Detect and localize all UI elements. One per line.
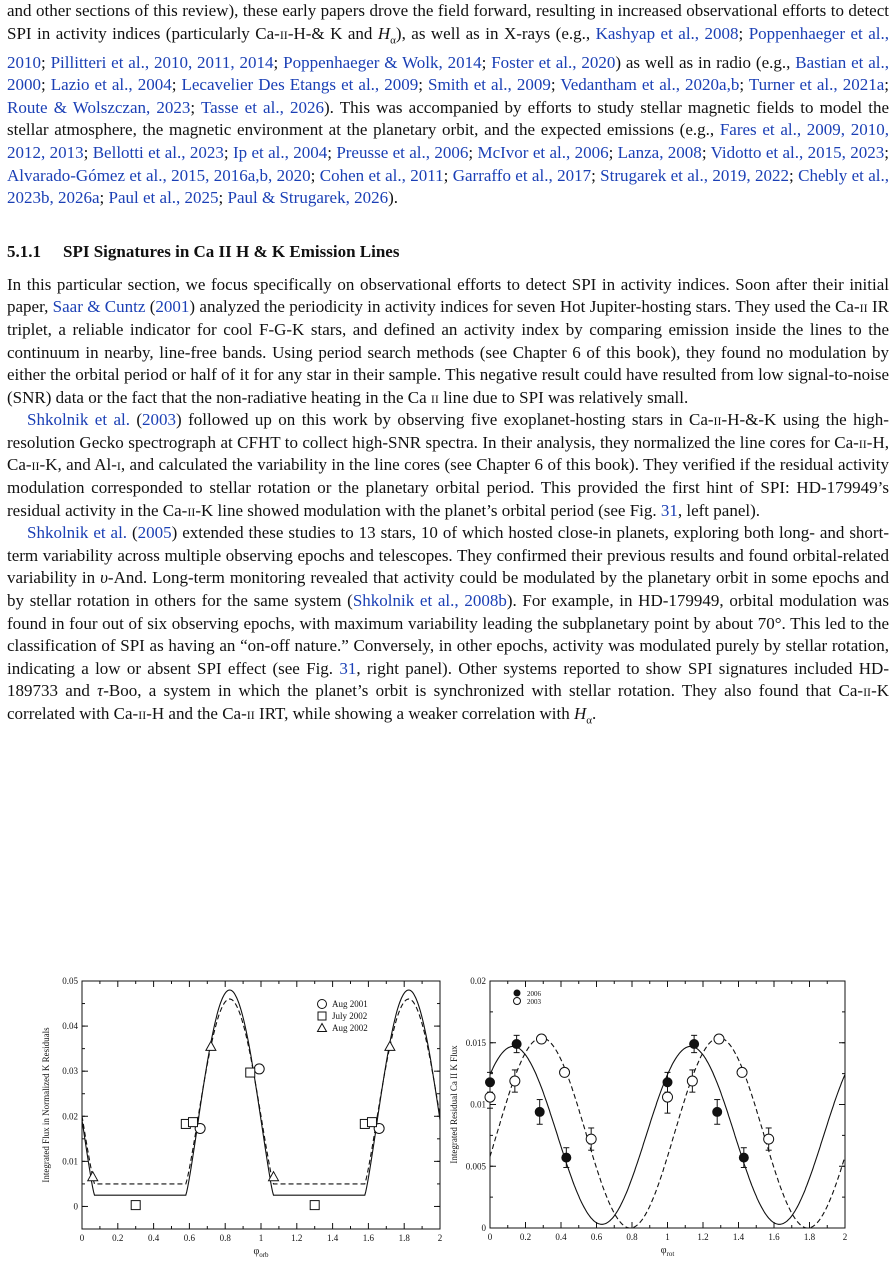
citation-link[interactable]: 31 (660, 500, 678, 520)
data-point-july-2002 (246, 1068, 255, 1077)
citation-link[interactable]: Turner et al., 2021a (748, 75, 885, 95)
citation-link[interactable]: Vidotto et al., 2015, 2023 (710, 142, 885, 162)
x-tick-label: 0.8 (219, 1233, 231, 1243)
data-point-2003 (560, 1067, 570, 1077)
paragraph-2: Shkolnik et al. (2003) followed up on this work by observing five exoplanet-hosting stars in Ca-ii-H-&-K using the high-resolution Gecko spectrograph at CFHT to collect high-SNR spectra. In their analysis, they normalized the line cores for Ca-ii-H, Ca-ii-K, and Al-i, and calculated the variability in the line cores (see Chapter 6 of this book). They verified if the residual activity modulation corresponded to stellar rotation or the planetary orbital period. This provided the first hint of SPI: HD-179949’s residual activity in the Ca-ii-K line showed modulation with the planet’s orbital period (see Fig. 31, left panel). (7, 410, 889, 520)
x-tick-label: 1.8 (803, 1232, 816, 1242)
citation-link[interactable]: Lazio et al., 2004 (50, 75, 172, 95)
citation-link[interactable]: 2005 (137, 523, 172, 543)
x-tick-label: 0 (79, 1233, 85, 1243)
data-point-2003 (714, 1034, 724, 1044)
y-tick-label: 0.03 (62, 1066, 78, 1077)
data-point-2006 (739, 1153, 748, 1162)
chart-left-orbital-phase (0, 976, 445, 1266)
data-point-2006 (512, 1039, 521, 1048)
data-point-2003 (485, 1092, 495, 1102)
citation-link[interactable]: Fares et al., 2009, 2010, 2012, 2013 (7, 120, 889, 162)
section-title: SPI Signatures in Ca II H & K Emission Lines (63, 241, 400, 261)
data-point-aug-2001 (254, 1064, 264, 1074)
legend-label: July 2002 (332, 1011, 368, 1021)
citation-link[interactable]: Garraffo et al., 2017 (452, 165, 592, 185)
chart-right-rotational-phase (445, 976, 895, 1266)
y-tick-label: 0.015 (465, 1037, 486, 1048)
citation-link[interactable]: 31 (339, 658, 357, 678)
x-tick-label: 2 (437, 1233, 443, 1243)
y-tick-label: 0 (481, 1223, 486, 1233)
citation-link[interactable]: 2001 (155, 297, 190, 317)
x-tick-label: 0.8 (626, 1232, 638, 1242)
x-tick-label: 1.8 (398, 1233, 410, 1243)
section-number: 5.1.1 (7, 241, 41, 261)
y-tick-label: 0 (73, 1201, 78, 1212)
legend-label: Aug 2001 (332, 999, 368, 1009)
x-tick-label: 1.4 (732, 1232, 745, 1242)
legend-marker (514, 998, 521, 1005)
x-tick-label: 0.2 (519, 1232, 532, 1242)
legend-marker (514, 990, 520, 996)
x-tick-label: 1 (258, 1233, 264, 1243)
citation-link[interactable]: Paul & Strugarek, 2026 (227, 188, 389, 208)
citation-link[interactable]: Paul et al., 2025 (108, 188, 219, 208)
x-tick-label: 0.2 (112, 1233, 124, 1243)
citation-link[interactable]: Preusse et al., 2006 (336, 142, 469, 162)
citation-link[interactable]: Bastian et al., 2000 (7, 52, 889, 95)
data-point-2003 (663, 1092, 673, 1102)
x-tick-label: 1.6 (362, 1233, 375, 1243)
citation-link[interactable]: Lecavelier Des Etangs et al., 2009 (181, 75, 419, 95)
x-tick-label: 0.4 (555, 1232, 567, 1242)
legend-marker (318, 1000, 327, 1009)
legend-label: Aug 2002 (332, 1023, 368, 1033)
paragraph-intro: and other sections of this review), these early papers drove the field forward, resulting in increased observational efforts to detect SPI in activity indices (particularly Ca-ii-H-& K and $H_\alpha$), as well as in X-rays (e.g., Kashyap et al., 2008; Poppenhaeger et al., 2010; Pillitteri et al., 2010, 2011, 2014; Poppenhaeger & Wolk, 2014; Foster et al., 2020) as well as in radio (e.g., Bastian et al., 2000; Lazio et al., 2004; Lecavelier Des Etangs et al., 2009; Smith et al., 2009; Vedantham et al., 2020a,b; Turner et al., 2021a; Route & Wolszczan, 2023; Tasse et al., 2026). This was accompanied by efforts to study stellar magnetic fields to model the stellar atmosphere, the magnetic environment at the planetary orbit, and the expected emissions (e.g., Fares et al., 2009, 2010, 2012, 2013; Bellotti et al., 2023; Ip et al., 2004; Preusse et al., 2006; McIvor et al., 2006; Lanza, 2008; Vidotto et al., 2015, 2023; Alvarado-Gómez et al., 2015, 2016a,b, 2020; Cohen et al., 2011; Garraffo et al., 2017; Strugarek et al., 2019, 2022; Chebly et al., 2023b, 2026a; Paul et al., 2025; Paul & Strugarek, 2026). (7, 1, 890, 208)
figure-31 (0, 976, 895, 1266)
citation-link[interactable]: Saar & Cuntz (52, 297, 146, 317)
data-point-july-2002 (188, 1118, 197, 1127)
x-tick-label: 0.6 (590, 1232, 603, 1242)
citation-link[interactable]: Bellotti et al., 2023 (92, 142, 224, 162)
data-point-2003 (586, 1134, 596, 1144)
citation-link[interactable]: Tasse et al., 2026 (200, 97, 324, 117)
citation-link[interactable]: Poppenhaeger et al., 2010 (7, 23, 889, 72)
page-content (7, 0, 889, 732)
y-tick-label: 0.01 (62, 1156, 78, 1167)
citation-link[interactable]: Alvarado-Gómez et al., 2015, 2016a,b, 2020 (7, 165, 311, 185)
data-point-2003 (737, 1067, 747, 1077)
citation-link[interactable]: Shkolnik et al. (27, 523, 128, 543)
citation-link[interactable]: 2003 (142, 410, 177, 430)
y-tick-label: 0.02 (470, 976, 486, 986)
legend-marker (318, 1024, 327, 1032)
data-point-aug-2002 (385, 1041, 395, 1050)
data-point-2003 (764, 1134, 774, 1144)
y-tick-label: 0.02 (62, 1111, 78, 1122)
x-axis-label: $\varphi_{orb}$ (253, 1246, 269, 1259)
y-axis-label: Integrated Flux in Normalized K Residuals (41, 1027, 51, 1183)
legend-label: 2003 (527, 998, 541, 1006)
legend-marker (318, 1012, 326, 1020)
data-point-july-2002 (367, 1118, 376, 1127)
model-curve-dashed (82, 999, 440, 1184)
data-point-2006 (690, 1039, 699, 1048)
x-tick-label: 0.4 (147, 1233, 160, 1243)
x-tick-label: 1.6 (768, 1232, 780, 1242)
y-tick-label: 0.01 (470, 1099, 486, 1110)
x-tick-label: 0 (487, 1232, 493, 1242)
citation-link[interactable]: Vedantham et al., 2020a,b (560, 75, 740, 95)
citation-link[interactable]: Ip et al., 2004 (232, 142, 328, 162)
citation-link[interactable]: Shkolnik et al., 2008b (352, 591, 507, 611)
y-tick-label: 0.005 (465, 1161, 486, 1172)
citation-link[interactable]: Shkolnik et al. (27, 410, 130, 430)
citation-link[interactable]: Chebly et al., 2023b, 2026a (7, 165, 889, 208)
data-point-2006 (713, 1107, 722, 1116)
section-heading (7, 241, 889, 263)
citation-link[interactable]: Poppenhaeger & Wolk, 2014 (283, 52, 482, 72)
citation-link[interactable]: McIvor et al., 2006 (477, 142, 609, 162)
y-tick-label: 0.05 (62, 976, 78, 986)
citation-link[interactable]: Kashyap et al., 2008 (595, 23, 739, 43)
citation-link[interactable]: Strugarek et al., 2019, 2022 (600, 165, 790, 185)
x-tick-label: 0.6 (183, 1233, 196, 1243)
x-tick-label: 2 (842, 1232, 848, 1242)
citation-link[interactable]: Lanza, 2008 (617, 142, 702, 162)
paragraph-3: Shkolnik et al. (2005) extended these studies to 13 stars, 10 of which hosted close-in planets, exploring both long- and short-term variability across multiple observing epochs and telescopes. They confirmed their previous results and found orbital-related variability in υ-And. Long-term monitoring revealed that activity could be modulated by the planetary orbit in some epochs and by stellar rotation in others for the same system (Shkolnik et al., 2008b). For example, in HD-179949, orbital modulation was found in four out of six observing epochs, with maximum variability leading the subplanetary point by about 70°. This led to the classification of SPI as having an “on-off nature.” Conversely, in other epochs, activity was modulated purely by stellar rotation, indicating a low or absent SPI effect (see Fig. 31, right panel). Other systems reported to show SPI signatures included HD-189733 and τ-Boo, a system in which the planet’s orbit is synchronized with stellar rotation. They also found that Ca-ii-K correlated with Ca-ii-H and the Ca-ii IRT, while showing a weaker correlation with $H_\alpha$. (7, 523, 890, 727)
citation-link[interactable]: Foster et al., 2020 (491, 52, 616, 72)
x-tick-label: 1.2 (697, 1232, 709, 1242)
data-point-july-2002 (131, 1201, 140, 1210)
x-tick-label: 1 (665, 1232, 670, 1242)
data-point-2006 (535, 1107, 544, 1116)
citation-link[interactable]: Cohen et al., 2011 (319, 165, 444, 185)
plot-frame (82, 981, 440, 1229)
x-axis-label: $\varphi_{rot}$ (660, 1245, 675, 1258)
data-point-2006 (486, 1078, 495, 1087)
x-tick-label: 1.2 (291, 1233, 303, 1243)
y-tick-label: 0.04 (62, 1021, 78, 1032)
data-point-2006 (562, 1153, 571, 1162)
citation-link[interactable]: Route & Wolszczan, 2023 (7, 97, 191, 117)
paragraph-1: In this particular section, we focus specifically on observational efforts to detect SPI in activity indices. Soon after their initial paper, Saar & Cuntz (2001) analyzed the periodicity in activity indices for seven Hot Jupiter-hosting stars. They used the Ca-ii IR triplet, a reliable indicator for cool F-G-K stars, and defined an activity index by comparing emission inside the lines to the continuum in nearby, line-free bands. Using period search methods (see Chapter 6 of this book), they found no modulation by either the orbital period or half of it for any star in their sample. This negative result could have resulted from low signal-to-noise (SNR) data or the fact that the non-radiative heating in the Ca ii line due to SPI was relatively small. (7, 274, 889, 407)
data-point-2003 (687, 1076, 697, 1086)
data-point-2003 (536, 1034, 546, 1044)
citation-link[interactable]: Pillitteri et al., 2010, 2011, 2014 (50, 52, 274, 72)
y-axis-label: Integrated Residual Ca II K Flux (449, 1045, 459, 1164)
model-curve-dashed (490, 1038, 845, 1228)
data-point-july-2002 (310, 1201, 319, 1210)
legend-label: 2006 (527, 990, 541, 998)
citation-link[interactable]: Smith et al., 2009 (428, 75, 551, 95)
x-tick-label: 1.4 (326, 1233, 339, 1243)
data-point-2003 (510, 1076, 520, 1086)
model-curve-solid (82, 990, 440, 1195)
data-point-aug-2002 (206, 1041, 216, 1050)
data-point-aug-2002 (88, 1172, 98, 1181)
